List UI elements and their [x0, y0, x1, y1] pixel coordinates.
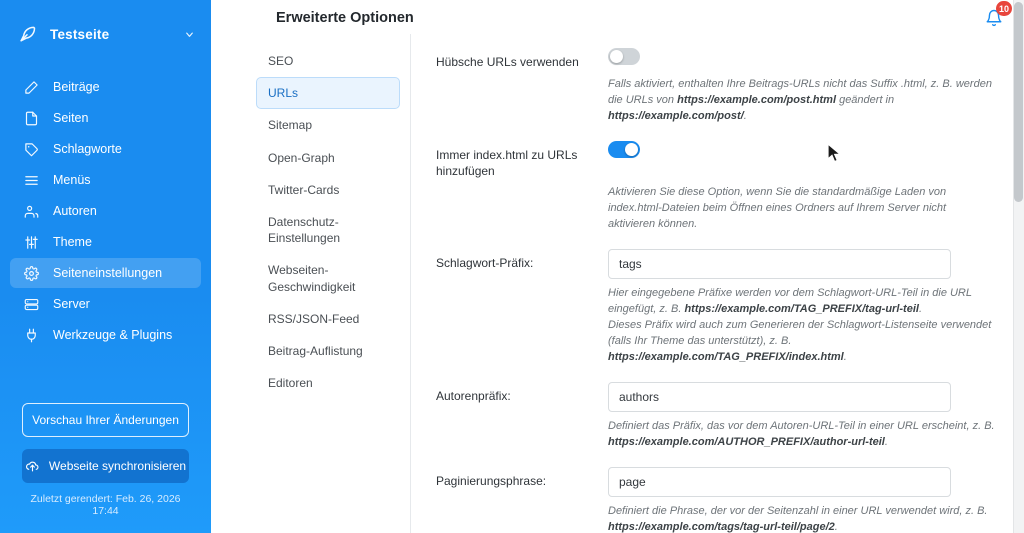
sync-website-label: Webseite synchronisieren	[48, 459, 187, 473]
hint-strong: https://example.com/tags/tag-url-teil/page/2	[608, 520, 835, 533]
pencil-icon	[22, 78, 40, 96]
hint-line: .	[834, 520, 838, 533]
hint-strong: https://example.com/AUTHOR_PREFIX/author-url-teil	[608, 435, 885, 448]
sidebar-item-label: Schlagworte	[53, 142, 122, 156]
hint-line: .	[918, 303, 922, 316]
subnav-item-beitrag-auflistung[interactable]	[256, 335, 400, 367]
pretty-urls-label: Hübsche URLs verwenden	[436, 55, 579, 69]
file-icon	[22, 109, 40, 127]
sidebar	[0, 0, 211, 533]
subnav-label: RSS/JSON-Feed	[268, 311, 360, 326]
hint-strong: https://example.com/TAG_PREFIX/index.html	[608, 350, 844, 363]
hint-line: eingefügt, z. B.	[608, 303, 685, 316]
menu-icon	[22, 171, 40, 189]
sidebar-item-label: Theme	[53, 235, 92, 249]
hint-line: (falls Ihr Theme das unterstützt), z. B.	[608, 335, 792, 347]
hint-line: .	[743, 110, 747, 123]
sidebar-item-server[interactable]	[10, 289, 201, 319]
index-html-toggle[interactable]	[608, 141, 640, 158]
hint-strong: https://example.com/post/	[608, 110, 744, 123]
page-scrollbar[interactable]	[1013, 0, 1024, 533]
users-icon	[22, 202, 40, 220]
sliders-icon	[22, 233, 40, 251]
plug-icon	[22, 326, 40, 344]
sidebar-nav	[0, 72, 211, 350]
site-switcher[interactable]	[0, 0, 211, 68]
author-prefix-input[interactable]	[608, 382, 951, 412]
subnav-item-webseiten-geschwindigkeit[interactable]	[256, 254, 400, 302]
sidebar-item-label: Menüs	[53, 173, 91, 187]
pagination-phrase-label: Paginierungsphrase:	[436, 473, 547, 488]
subnav-item-open-graph[interactable]	[256, 142, 400, 174]
pagination-phrase-input[interactable]	[608, 467, 951, 497]
pagination-phrase-hint	[608, 504, 996, 533]
subnav-item-urls[interactable]	[256, 77, 400, 109]
hint-line: Definiert die Phrase, der vor der Seitenzahl in einer URL verwendet wird, z. B.	[608, 504, 988, 517]
author-prefix-hint	[608, 419, 996, 451]
sidebar-item-seiten[interactable]	[10, 103, 201, 133]
content	[211, 34, 1024, 533]
subnav-item-sitemap[interactable]	[256, 109, 400, 141]
index-html-hint	[608, 185, 996, 233]
tag-prefix-input[interactable]	[608, 249, 951, 279]
gear-icon	[22, 264, 40, 282]
pretty-urls-toggle[interactable]	[608, 48, 640, 65]
subnav-item-seo[interactable]	[256, 45, 400, 77]
hint-line: .	[843, 350, 847, 363]
author-prefix-label: Autorenpräfix:	[436, 388, 511, 403]
sidebar-item-label: Werkzeuge & Plugins	[53, 328, 173, 342]
index-html-label	[436, 141, 608, 179]
hint-strong: https://example.com/post.html	[677, 94, 837, 107]
last-render-timestamp: Zuletzt gerendert: Feb. 26, 2026 17:44	[30, 493, 181, 517]
field-pretty-urls	[436, 48, 996, 70]
subnav-label: Open-Graph	[268, 150, 335, 165]
toggle-knob	[625, 143, 638, 156]
toggle-knob	[610, 50, 623, 63]
hint-line: die URLs von	[608, 94, 678, 107]
subnav-item-datenschutz-einstellungen[interactable]	[256, 206, 400, 254]
subnav-item-editoren[interactable]	[256, 367, 400, 399]
sidebar-item-label: Seiteneinstellungen	[53, 266, 163, 280]
server-icon	[22, 295, 40, 313]
field-author-prefix	[436, 382, 996, 412]
sidebar-item-label: Autoren	[53, 204, 97, 218]
field-index-html	[436, 141, 996, 179]
topbar	[211, 0, 1024, 34]
chevron-down-icon[interactable]	[181, 26, 197, 42]
pretty-urls-hint	[608, 77, 996, 125]
hint-line: Dieses Präfix wird auch zum Generieren der Schlagwort-Listenseite verwendet	[608, 319, 992, 332]
hint-line: Definiert das Präfix, das vor dem Autoren-URL-Teil in einer URL erscheint, z. B.	[608, 419, 995, 432]
subnav-item-rss-json-feed[interactable]	[256, 303, 400, 335]
sync-website-button[interactable]	[22, 449, 189, 483]
sidebar-item-menues[interactable]	[10, 165, 201, 195]
hint-line: .	[884, 435, 888, 448]
notifications-button[interactable]	[982, 3, 1009, 30]
preview-changes-button[interactable]	[22, 403, 189, 437]
cloud-sync-icon	[25, 458, 41, 474]
hint-strong: https://example.com/TAG_PREFIX/tag-url-teil	[684, 303, 919, 316]
subnav-label: Datenschutz-Einstellungen	[268, 214, 341, 246]
sidebar-item-schlagworte[interactable]	[10, 134, 201, 164]
site-title: Testseite	[50, 26, 110, 42]
tag-prefix-label: Schlagwort-Präfix:	[436, 256, 534, 271]
hint-line: aktivieren können.	[608, 218, 698, 231]
sidebar-item-label: Beiträge	[53, 80, 100, 94]
sidebar-item-seiteneinstellungen[interactable]	[10, 258, 201, 288]
page-title: Erweiterte Optionen	[276, 10, 414, 26]
notification-badge: 10	[996, 1, 1012, 16]
subnav-label: Sitemap	[268, 118, 313, 133]
field-pagination-phrase	[436, 467, 996, 497]
sidebar-item-label: Seiten	[53, 111, 89, 125]
index-html-label-line1: Immer index.html zu URLs	[436, 148, 578, 162]
feather-pen-icon	[14, 21, 40, 47]
sidebar-actions	[0, 403, 211, 533]
index-html-label-line2: hinzufügen	[436, 164, 495, 179]
subnav-label: Editoren	[268, 376, 313, 391]
urls-settings-panel	[411, 34, 1024, 533]
sidebar-item-label: Server	[53, 297, 90, 311]
subnav-label: Beitrag-Auflistung	[268, 343, 363, 358]
subnav-label: URLs	[268, 86, 299, 101]
subnav-item-twitter-cards[interactable]	[256, 174, 400, 206]
subnav-label: Webseiten-Geschwindigkeit	[268, 263, 356, 294]
settings-subnav	[256, 34, 411, 533]
subnav-label: SEO	[268, 54, 294, 68]
sidebar-item-beitraege[interactable]	[10, 72, 201, 102]
hint-line: Aktivieren Sie diese Option, wenn Sie die standardmäßige Laden von	[608, 186, 947, 199]
tag-icon	[22, 140, 40, 158]
preview-changes-label: Vorschau Ihrer Änderungen	[32, 413, 179, 427]
tag-prefix-hint	[608, 286, 996, 366]
sidebar-item-theme[interactable]	[10, 227, 201, 257]
hint-line: index.html-Dateien beim Öffnen eines Ordners auf Ihrem Server nicht	[608, 202, 947, 215]
subnav-label: Twitter-Cards	[268, 182, 340, 197]
sidebar-item-werkzeuge-plugins[interactable]	[10, 320, 201, 350]
field-tag-prefix	[436, 249, 996, 279]
sidebar-item-autoren[interactable]	[10, 196, 201, 226]
main-area	[211, 0, 1024, 533]
hint-line: Hier eingegebene Präfixe werden vor dem Schlagwort-URL-Teil in die URL	[608, 287, 972, 300]
hint-line: geändert in	[836, 94, 895, 107]
page-scrollbar-thumb[interactable]	[1014, 2, 1023, 202]
hint-line: Falls aktiviert, enthalten Ihre Beitrags-URLs nicht das Suffix .html, z. B. werden	[608, 78, 992, 91]
